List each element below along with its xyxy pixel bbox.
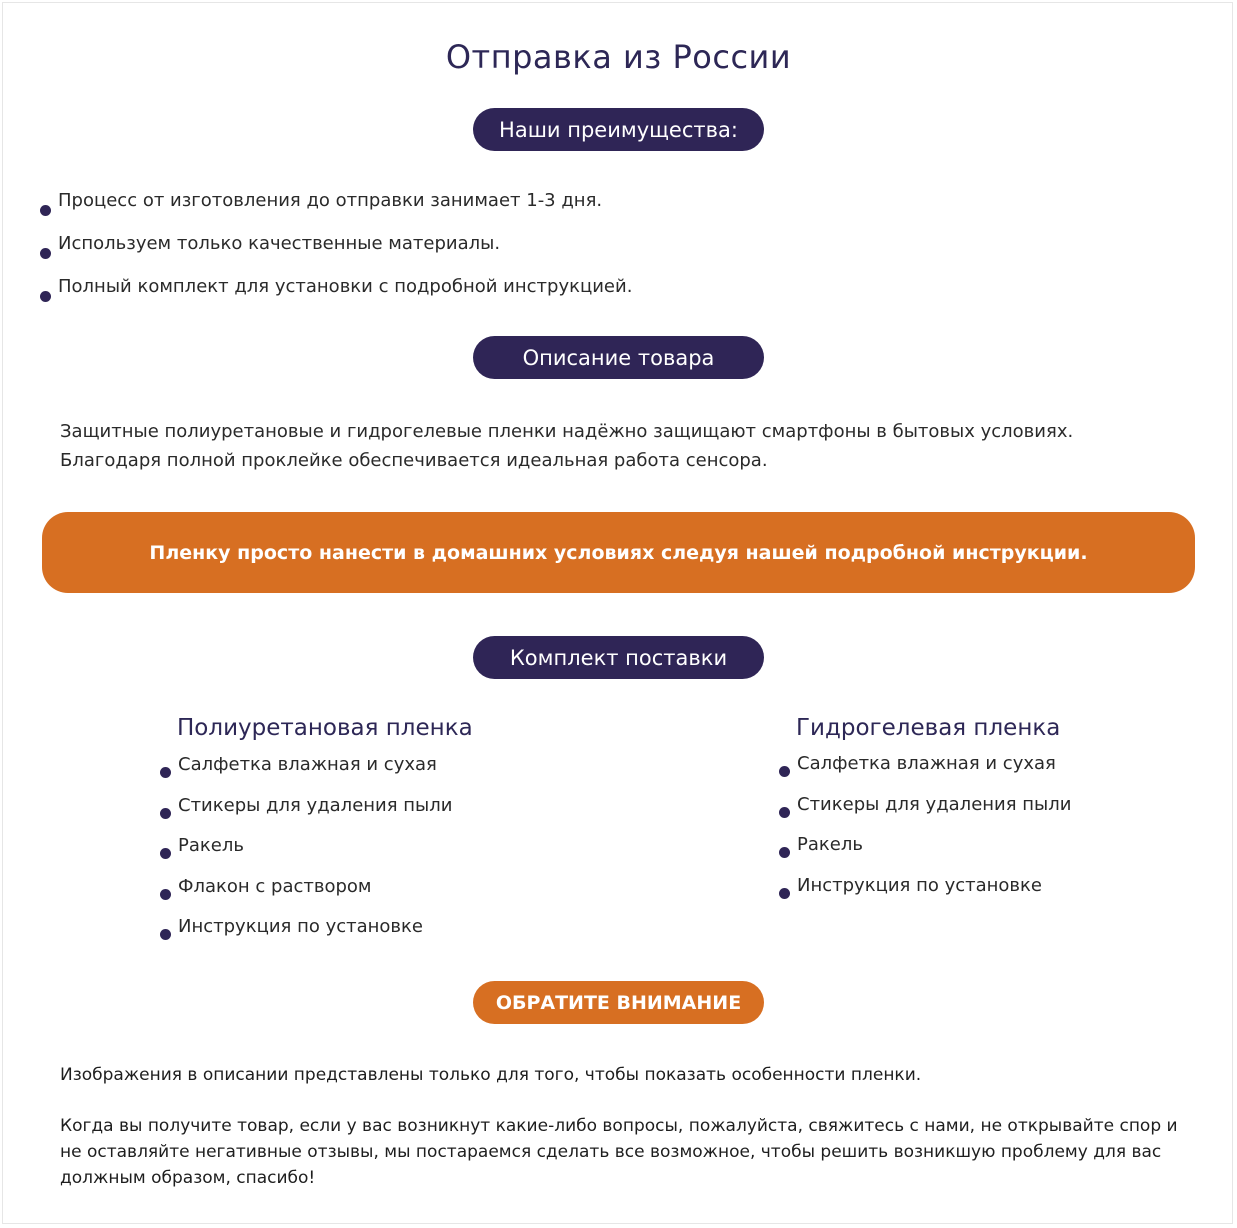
bullet-icon — [779, 766, 790, 777]
bullet-icon — [40, 205, 51, 216]
list-item — [40, 230, 632, 273]
polyurethane-title: Полиуретановая пленка — [177, 715, 473, 741]
description-line: Защитные полиуретановые и гидрогелевые пленки надёжно защищают смартфоны в бытовых условиях. — [60, 421, 1074, 442]
notice-paragraph: Когда вы получите товар, если у вас возникнут какие-либо вопросы, пожалуйста, свяжитесь с нами, не открывайте спор и не оставляйте негативные отзывы, мы постараемся сделать все возможное, чтобы решить возникшую проблему для вас должным образом, спасибо! — [60, 1116, 1178, 1188]
notice-heading: ОБРАТИТЕ ВНИМАНИЕ — [473, 981, 764, 1024]
hydrogel-title: Гидрогелевая пленка — [796, 715, 1061, 741]
list-item — [779, 791, 1071, 832]
bullet-icon — [160, 929, 171, 940]
notice-paragraph: Изображения в описании представлены только для того, чтобы показать особенности пленки. — [60, 1065, 922, 1085]
list-item — [160, 751, 452, 792]
bullet-icon — [160, 808, 171, 819]
kit-item-text: Стикеры для удаления пыли — [178, 794, 453, 816]
kit-item-text: Инструкция по установке — [178, 916, 423, 937]
description-line: Благодаря полной проклейке обеспечивается идеальная работа сенсора. — [60, 450, 768, 471]
description-text — [60, 417, 1073, 475]
advantages-list — [40, 187, 632, 316]
advantage-text: Полный комплект для установки с подробной инструкцией. — [58, 276, 633, 297]
bullet-icon — [779, 807, 790, 818]
instruction-banner — [42, 512, 1195, 593]
kit-item-text: Салфетка влажная и сухая — [178, 754, 437, 775]
list-item — [40, 187, 632, 230]
advantage-text: Используем только качественные материалы. — [58, 233, 501, 254]
advantage-text: Процесс от изготовления до отправки занимает 1-3 дня. — [58, 190, 603, 211]
list-item — [160, 832, 452, 873]
list-item — [779, 831, 1071, 872]
page-title: Отправка из России — [445, 38, 792, 76]
kit-item-text: Флакон с раствором — [178, 875, 372, 897]
kit-heading: Комплект поставки — [473, 636, 764, 679]
list-item — [160, 792, 452, 833]
kit-item-text: Инструкция по установке — [797, 874, 1042, 896]
list-item — [160, 873, 452, 914]
kit-item-text: Салфетка влажная и сухая — [797, 753, 1056, 774]
advantages-heading: Наши преимущества: — [473, 108, 764, 151]
banner-text: Пленку просто нанести в домашних условиях следуя нашей подробной инструкции. — [149, 541, 1088, 564]
bullet-icon — [779, 888, 790, 899]
bullet-icon — [40, 291, 51, 302]
kit-item-text: Ракель — [178, 835, 244, 856]
bullet-icon — [40, 248, 51, 259]
list-item — [779, 872, 1071, 913]
notice-text — [60, 1062, 1190, 1191]
list-item — [160, 913, 452, 954]
page-frame — [2, 2, 1233, 1224]
bullet-icon — [160, 848, 171, 859]
list-item — [40, 273, 632, 316]
hydrogel-list — [779, 750, 1071, 912]
bullet-icon — [160, 767, 171, 778]
list-item — [779, 750, 1071, 791]
kit-item-text: Стикеры для удаления пыли — [797, 793, 1072, 815]
kit-item-text: Ракель — [797, 834, 863, 855]
bullet-icon — [779, 847, 790, 858]
description-heading: Описание товара — [473, 336, 764, 379]
bullet-icon — [160, 889, 171, 900]
polyurethane-list — [160, 751, 452, 954]
